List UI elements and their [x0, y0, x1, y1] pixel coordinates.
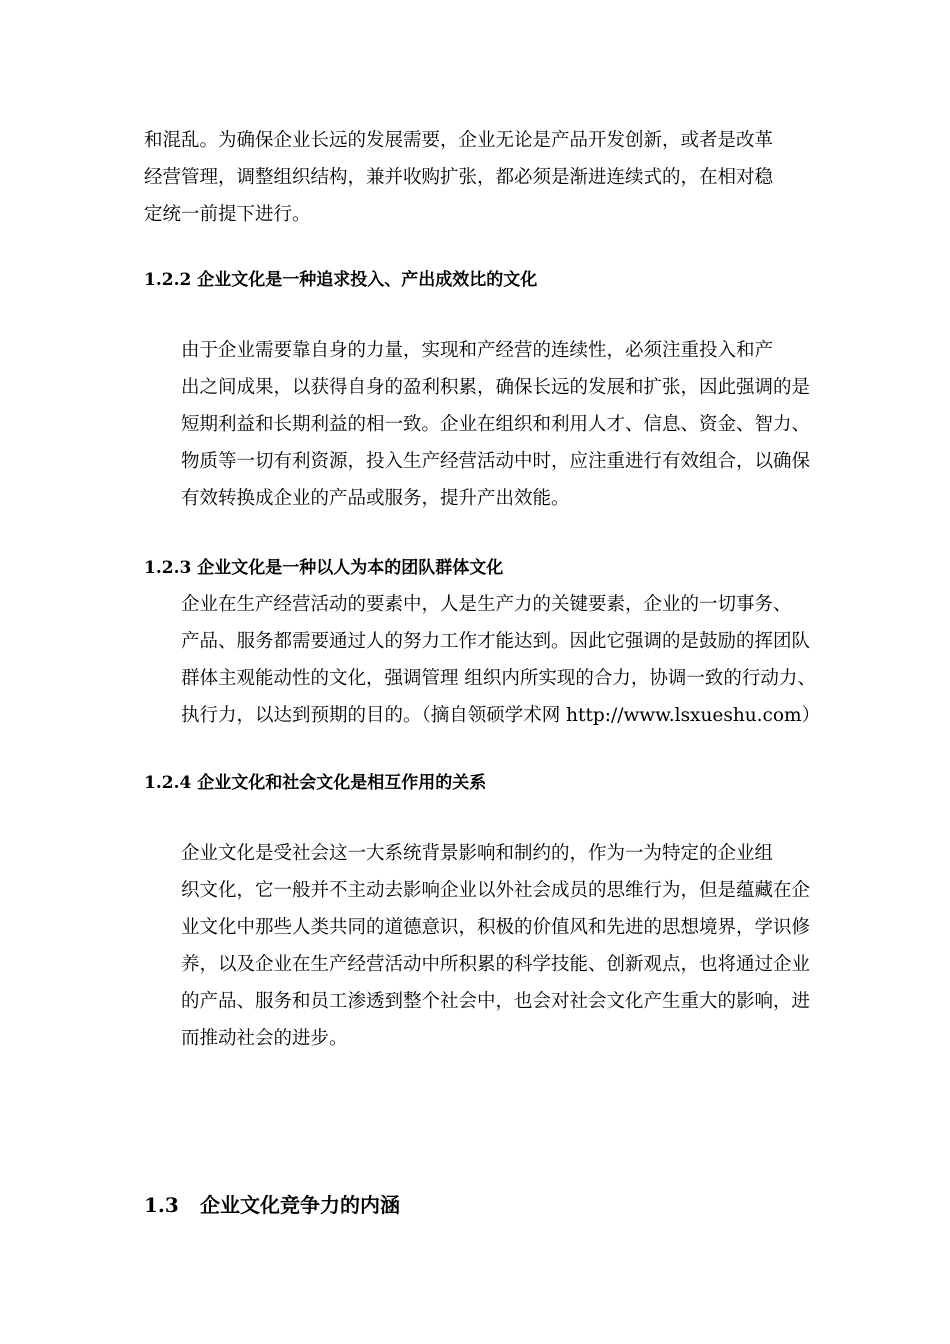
- section-title-text: 企业文化竞争力的内涵: [200, 1193, 400, 1217]
- text-line: 产品、服务都需要通过人的努力工作才能达到。因此它强调的是鼓励的挥团队: [181, 631, 811, 652]
- section-heading-1-3: [144, 1191, 400, 1219]
- text-line: 短期利益和长期利益的相一致。企业在组织和利用人才、信息、资金、智力、: [181, 414, 811, 435]
- paragraph-1-2-3: [144, 586, 821, 734]
- paragraph-continuation: [144, 122, 814, 233]
- text-line: 的产品、服务和员工渗透到整个社会中，也会对社会文化产生重大的影响，进: [181, 991, 811, 1012]
- text-line: 和混乱。为确保企业长远的发展需要，企业无论是产品开发创新，或者是改革: [144, 130, 774, 151]
- text-line: 出之间成果，以获得自身的盈利积累，确保长远的发展和扩张，因此强调的是: [181, 377, 811, 398]
- text-line: 有效转换成企业的产品或服务，提升产出效能。: [181, 488, 570, 509]
- text-line: 养，以及企业在生产经营活动中所积累的科学技能、创新观点，也将通过企业: [181, 954, 811, 975]
- text-line: 经营管理，调整组织结构，兼并收购扩张，都必须是渐进连续式的，在相对稳: [144, 167, 774, 188]
- paragraph-1-2-2: [144, 332, 814, 517]
- text-line: 织文化，它一般并不主动去影响企业以外社会成员的思维行为，但是蕴藏在企: [181, 880, 811, 901]
- text-line: 定统一前提下进行。: [144, 204, 311, 225]
- text-line: 物质等一切有利资源，投入生产经营活动中时，应注重进行有效组合，以确保: [181, 451, 811, 472]
- text-line: 企业文化是受社会这一大系统背景影响和制约的，作为一为特定的企业组: [181, 843, 774, 864]
- subsection-heading-1-2-4: 1.2.4 企业文化和社会文化是相互作用的关系: [144, 773, 487, 793]
- text-line: 企业在生产经营活动的要素中，人是生产力的关键要素，企业的一切事务、: [181, 594, 792, 615]
- text-line: 由于企业需要靠自身的力量，实现和产经营的连续性，必须注重投入和产: [181, 340, 774, 361]
- subsection-heading-1-2-3: 1.2.3 企业文化是一种以人为本的团队群体文化: [144, 558, 504, 578]
- text-line: 群体主观能动性的文化，强调管理 组织内所实现的合力，协调一致的行动力、: [181, 668, 816, 689]
- text-line: 执行力，以达到预期的目的。（摘自领硕学术网 http://www.lsxueshu.com）: [181, 705, 821, 726]
- text-line: 业文化中那些人类共同的道德意识，积极的价值风和先进的思想境界，学识修: [181, 917, 811, 938]
- subsection-heading-1-2-2: 1.2.2 企业文化是一种追求投入、产出成效比的文化: [144, 270, 538, 290]
- section-number: 1.3: [144, 1193, 179, 1217]
- text-line: 而推动社会的进步。: [181, 1028, 348, 1049]
- paragraph-1-2-4: [144, 835, 814, 1057]
